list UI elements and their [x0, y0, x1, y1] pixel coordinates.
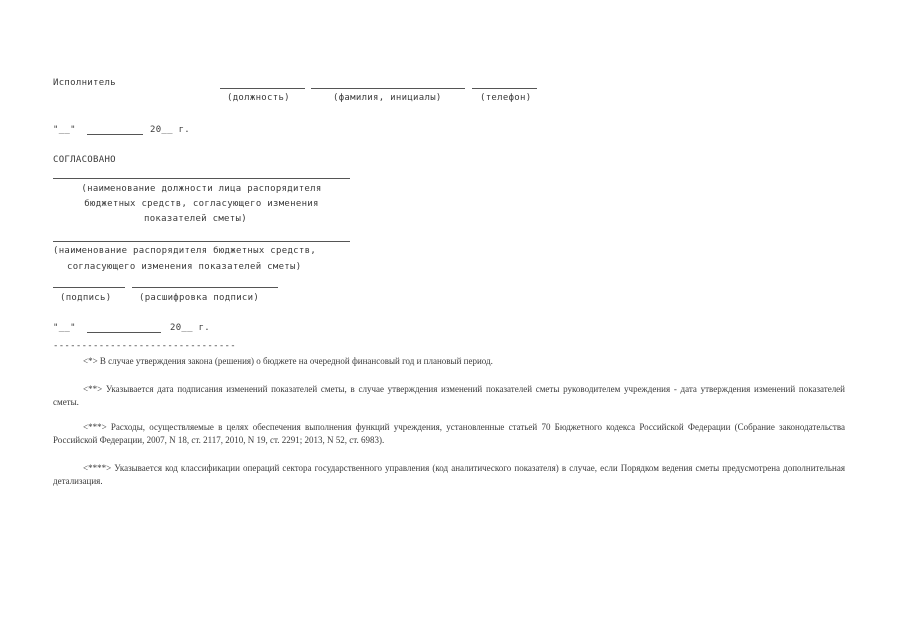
name-line: [311, 88, 465, 89]
decoding-line: [132, 287, 278, 288]
manager-caption-2: согласующего изменения показателей сметы): [67, 262, 302, 272]
official-caption-3: показателей сметы): [144, 214, 247, 224]
official-line: [53, 178, 350, 179]
manager-line: [53, 241, 350, 242]
agreed-heading: СОГЛАСОВАНО: [53, 155, 116, 165]
date2-month-line: [87, 332, 161, 333]
date2-year: 20__ г.: [170, 323, 211, 333]
date1-quote: "__": [53, 125, 76, 135]
footnote-3: <***> Расходы, осуществляемые в целях обеспечения выполнения функций учреждения, установленные статьей 70 Бюджетного кодекса Российской Федерации (Собрание законодательства Российской Федерации, 2007, N 18, ст. 2117, 2010, N 19, ст. 2291; 2013, N 52, ст. 6983).: [53, 422, 845, 445]
footnote-4: <****> Указывается код классификации операций сектора государственного управления (код аналитического показателя) в случае, если Порядком ведения сметы предусмотрена дополнительная детализация.: [53, 463, 845, 486]
phone-line: [472, 88, 537, 89]
signature-line: [53, 287, 125, 288]
date1-month-line: [87, 134, 143, 135]
name-caption: (фамилия, инициалы): [333, 93, 442, 103]
footnote-1: <*> В случае утверждения закона (решения) о бюджете на очередной финансовый год и плановый период.: [83, 356, 493, 366]
position-line: [220, 88, 305, 89]
executor-label: Исполнитель: [53, 78, 116, 88]
date2-quote: "__": [53, 323, 76, 333]
phone-caption: (телефон): [480, 93, 532, 103]
date1-year: 20__ г.: [150, 125, 191, 135]
signature-caption: (подпись): [60, 293, 112, 303]
decoding-caption: (расшифровка подписи): [139, 293, 260, 303]
position-caption: (должность): [227, 93, 290, 103]
footnote-separator: --------------------------------: [53, 341, 236, 351]
footnote-2: <**> Указывается дата подписания изменений показателей сметы, в случае утверждения изменений показателей сметы руководителем учреждения - дата утверждения изменений показателей сметы.: [53, 384, 845, 407]
official-caption-2: бюджетных средств, согласующего изменения: [84, 199, 319, 209]
manager-caption-1: (наименование распорядителя бюджетных средств,: [53, 246, 317, 256]
official-caption-1: (наименование должности лица распорядителя: [81, 184, 322, 194]
